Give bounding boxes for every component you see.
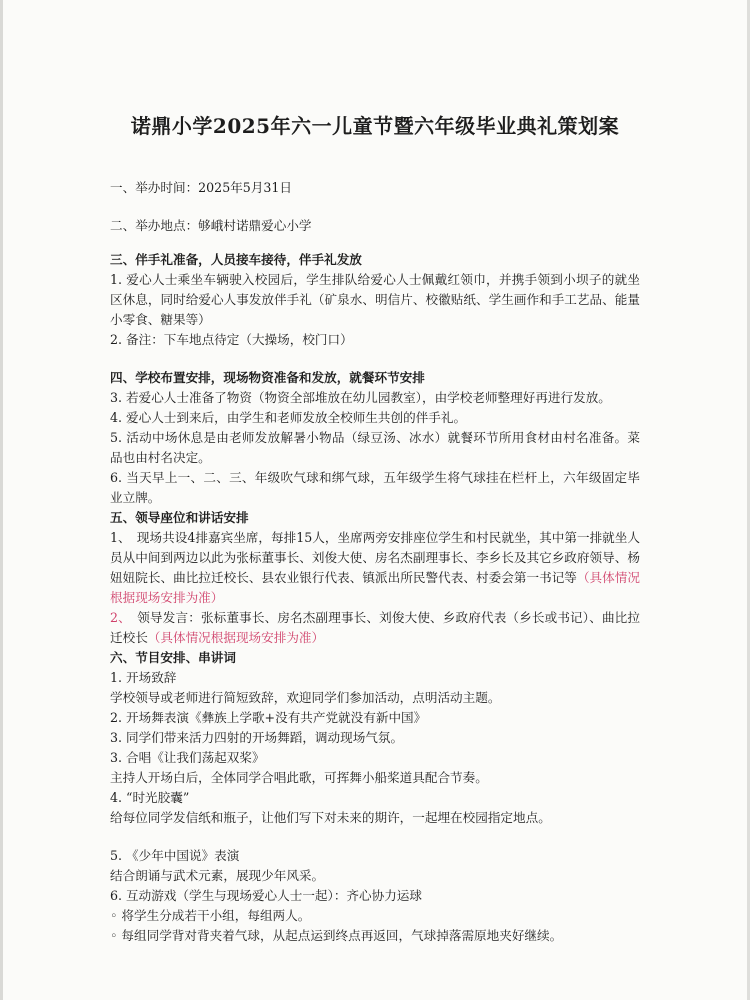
section-3-item-2: 2. 备注：下车地点待定（大操场，校门口）	[110, 332, 353, 347]
section-location: 二、举办地点：够峨村诺鼎爱心小学	[110, 218, 312, 233]
section-time: 一、举办时间：2025年5月31日	[110, 180, 293, 195]
program-3-desc: 主持人开场白后，全体同学合唱此歌，可挥舞小船桨道具配合节奏。	[110, 770, 488, 785]
section-3-heading: 三、伴手礼准备，人员接车接待，伴手礼发放	[110, 252, 362, 267]
section-5-item-2-note: （具体情况根据现场安排为准）	[147, 630, 325, 645]
program-6-bullet-1: ◦ 将学生分成若干小组，每组两人。	[110, 908, 311, 923]
program-2-desc: 3. 同学们带来活力四射的开场舞蹈，调动现场气氛。	[110, 730, 404, 745]
scan-edge-left	[0, 0, 3, 1000]
section-5-heading: 五、领导座位和讲话安排	[110, 510, 249, 525]
section-5-item-2	[110, 608, 640, 648]
section-4-item-5: 5. 活动中场休息是由老师发放解暑小物品（绿豆汤、冰水）就餐环节所用食材由村名准备。菜品也由村名决定。	[110, 430, 640, 465]
program-6-title: 6. 互动游戏（学生与现场爱心人士一起）：齐心协力运球	[110, 888, 422, 903]
section-4-item-4: 4. 爱心人士到来后，由学生和老师发放全校师生共创的伴手礼。	[110, 410, 467, 425]
section-5-item-1-text: 1、 现场共设4排嘉宾坐席，每排15人，坐席两旁安排座位学生和村民就坐，其中第一排就坐人员从中间到两边以此为张标董事长、刘俊大使、房名杰副理事长、李乡长及其它乡政府领导、杨妞妞院长、曲比拉迁校长、县农业银行代表、镇派出所民警代表、村委会第一书记等	[110, 530, 640, 585]
program-4-title: 4. “时光胶囊”	[110, 790, 190, 805]
section-5-item-1-note: （具体情况根据现场安排为准）	[110, 570, 641, 605]
section-5-item-1	[110, 528, 640, 608]
program-5-desc: 结合朗诵与武术元素，展现少年风采。	[110, 868, 325, 883]
program-1-title: 1. 开场致辞	[110, 670, 177, 685]
section-4-item-6: 6. 当天早上一、二、三、年级吹气球和绑气球，五年级学生将气球挂在栏杆上，六年级固定毕业立牌。	[110, 470, 640, 505]
section-5-item-2-text: 领导发言：张标董事长、房名杰副理事长、刘俊大使、乡政府代表（乡长或书记）、曲比拉迁校长	[110, 610, 640, 645]
program-3-title: 3. 合唱《让我们荡起双桨》	[110, 750, 265, 765]
document-title: 诺鼎小学2025年六一儿童节暨六年级毕业典礼策划案	[130, 114, 620, 138]
program-2-title: 2. 开场舞表演《彝族上学歌+没有共产党就没有新中国》	[110, 710, 427, 725]
document-body	[110, 178, 640, 946]
section-3-item-1: 1. 爱心人士乘坐车辆驶入校园后，学生排队给爱心人士佩戴红领巾，并携手领到小坝子的就坐区休息，同时给爱心人事发放伴手礼（矿泉水、明信片、校徽贴纸、学生画作和手工艺品、能量小零食、糖果等）	[110, 272, 640, 327]
program-6-bullet-2: ◦ 每组同学背对背夹着气球，从起点运到终点再返回，气球掉落需原地夹好继续。	[110, 928, 563, 943]
program-5-title: 5. 《少年中国说》表演	[110, 848, 240, 863]
program-4-desc: 给每位同学发信纸和瓶子，让他们写下对未来的期许，一起埋在校园指定地点。	[110, 810, 551, 825]
section-4-heading: 四、学校布置安排，现场物资准备和发放，就餐环节安排	[110, 370, 425, 385]
section-4-item-3: 3. 若爱心人士准备了物资（物资全部堆放在幼儿园教室），由学校老师整理好再进行发放。	[110, 390, 611, 405]
section-5-item-2-number: 2、	[110, 610, 125, 625]
program-1-desc: 学校领导或老师进行简短致辞，欢迎同学们参加活动，点明活动主题。	[110, 690, 501, 705]
section-6-heading: 六、节目安排、串讲词	[110, 650, 236, 665]
